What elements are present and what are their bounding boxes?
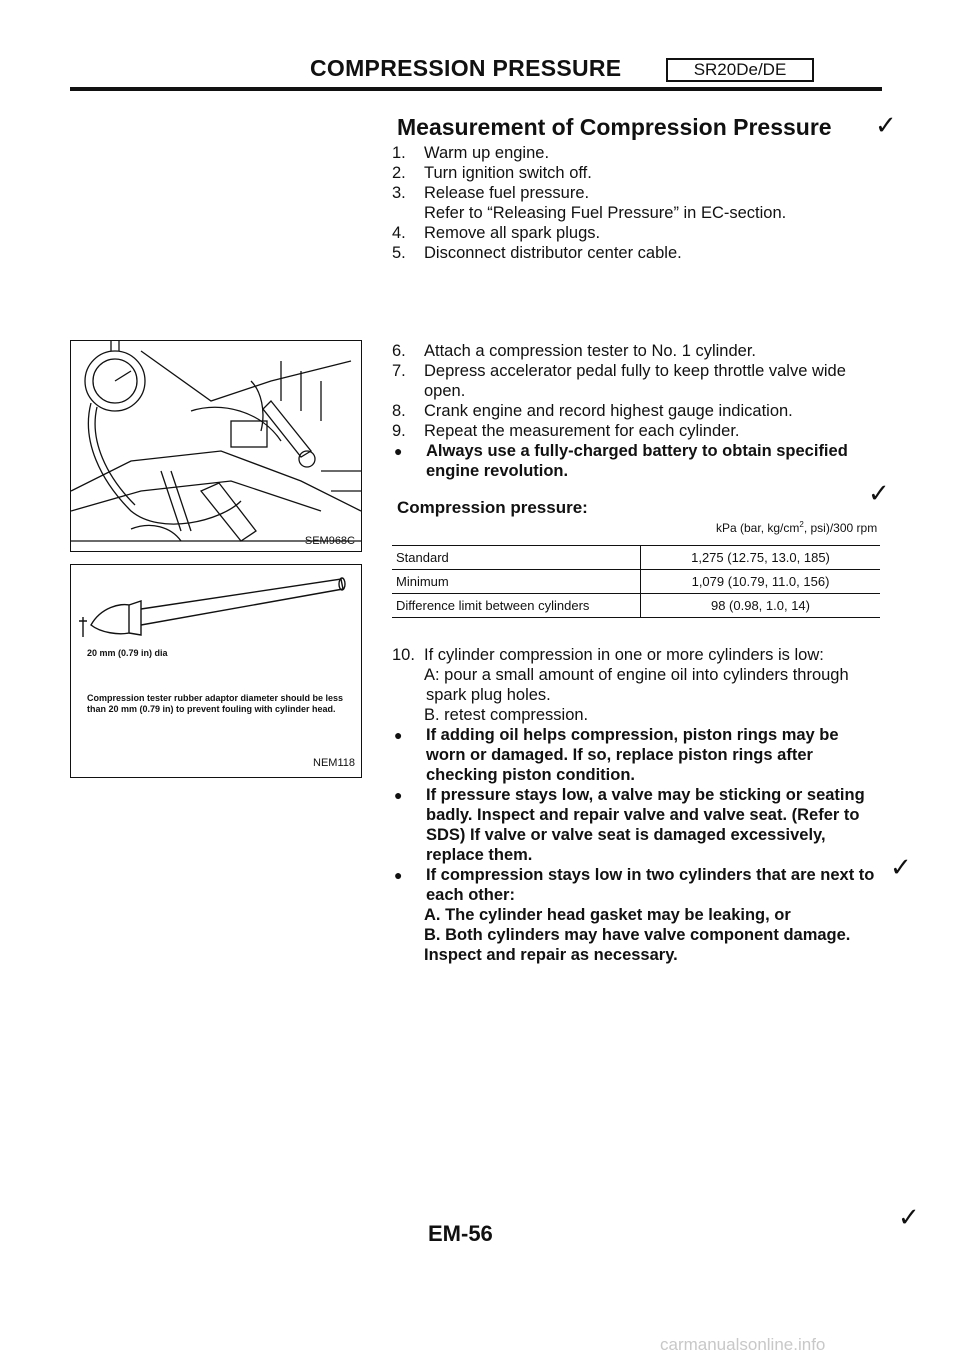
bullet-sub-a: A. The cylinder head gasket may be leaking, or — [424, 906, 791, 924]
step-4: 4. Remove all spark plugs. — [392, 224, 601, 242]
table-cell-label: Standard — [392, 546, 641, 570]
adaptor-illustration — [71, 565, 361, 645]
bullet-adjacent-cylinders: ● If compression stays low in two cylinders that are next to each other: — [394, 866, 875, 904]
table-cell-value: 1,079 (10.79, 11.0, 156) — [691, 574, 830, 589]
table-row — [392, 546, 880, 570]
page-number: EM-56 — [428, 1221, 493, 1246]
table-cell-label: Difference limit between cylinders — [392, 594, 641, 618]
step-7: 7. Depress accelerator pedal fully to keep throttle valve wide open. — [392, 362, 846, 400]
figure-2-code: NEM118 — [313, 757, 355, 769]
battery-note: ● Always use a fully-charged battery to obtain specified engine revolution. — [394, 442, 848, 480]
step-3: 3. Release fuel pressure. — [392, 184, 590, 202]
check-mark-icon: ✓ — [875, 110, 897, 140]
adaptor-diameter-label: 20 mm (0.79 in) dia — [87, 648, 168, 658]
bullet-icon: ● — [394, 867, 403, 883]
watermark: carmanualsonline.info — [660, 1335, 826, 1354]
section-title: Measurement of Compression Pressure — [397, 114, 832, 140]
step-1: 1. Warm up engine. — [392, 144, 550, 162]
check-mark-icon: ✓ — [890, 852, 912, 882]
figure-rubber-adaptor — [70, 564, 362, 778]
engine-illustration — [71, 341, 361, 551]
step-10-a: A: pour a small amount of engine oil into cylinders through spark plug holes. — [424, 666, 849, 704]
table-cell-label: Minimum — [392, 570, 641, 594]
step-2: 2. Turn ignition switch off. — [392, 164, 592, 182]
compression-pressure-label: Compression pressure: — [397, 498, 588, 517]
engine-model-text: SR20De/DE — [693, 60, 787, 79]
figure-compression-tester-engine — [70, 340, 362, 552]
step-8: 8. Crank engine and record highest gauge indication. — [392, 402, 793, 420]
table-cell-value: 1,275 (12.75, 13.0, 185) — [691, 550, 830, 565]
figure-1-code: SEM968C — [304, 535, 355, 547]
step-6: 6. Attach a compression tester to No. 1 cylinder. — [392, 342, 756, 360]
bullet-icon: ● — [394, 727, 403, 743]
table-row — [392, 570, 880, 594]
steps-list-c — [392, 645, 882, 965]
page-header-title: COMPRESSION PRESSURE — [310, 55, 622, 81]
compression-table — [392, 545, 880, 618]
steps-list-b — [392, 341, 882, 481]
check-mark-icon: ✓ — [868, 478, 890, 508]
compression-unit: kPa (bar, $kg/cm^2$, psi)/300 rpm — [716, 520, 878, 535]
step-5: 5. Disconnect distributor center cable. — [392, 244, 682, 262]
bullet-oil-helps: ● If adding oil helps compression, piston rings may be worn or damaged. If so, replace piston rings after checking piston condition. — [394, 726, 839, 784]
check-mark-icon: ✓ — [898, 1202, 920, 1232]
bullet-sub-b: B. Both cylinders may have valve component damage. Inspect and repair as necessary. — [424, 926, 851, 964]
bullet-icon: ● — [394, 443, 403, 459]
bullet-pressure-low: ● If pressure stays low, a valve may be sticking or seating badly. Inspect and repair valve and valve seat. (Refer to SDS) If valve or valve seat is damaged excessively, replace them. — [394, 786, 865, 864]
step-9: 9. Repeat the measurement for each cylinder. — [392, 422, 740, 440]
step-10: 10. If cylinder compression in one or more cylinders is low: — [392, 646, 824, 664]
step-3-reference: Refer to “Releasing Fuel Pressure” in EC-section. — [424, 204, 787, 222]
step-10-b: B. retest compression. — [424, 706, 589, 724]
steps-list-a — [392, 143, 882, 263]
table-row — [392, 594, 880, 618]
bullet-icon: ● — [394, 787, 403, 803]
header-rule — [70, 87, 882, 91]
adaptor-note: Compression tester rubber adaptor diameter should be less than 20 mm (0.79 in) to prevent fouling with cylinder head. — [87, 693, 344, 714]
engine-model-badge — [666, 58, 814, 82]
table-cell-value: 98 (0.98, 1.0, 14) — [710, 598, 810, 613]
